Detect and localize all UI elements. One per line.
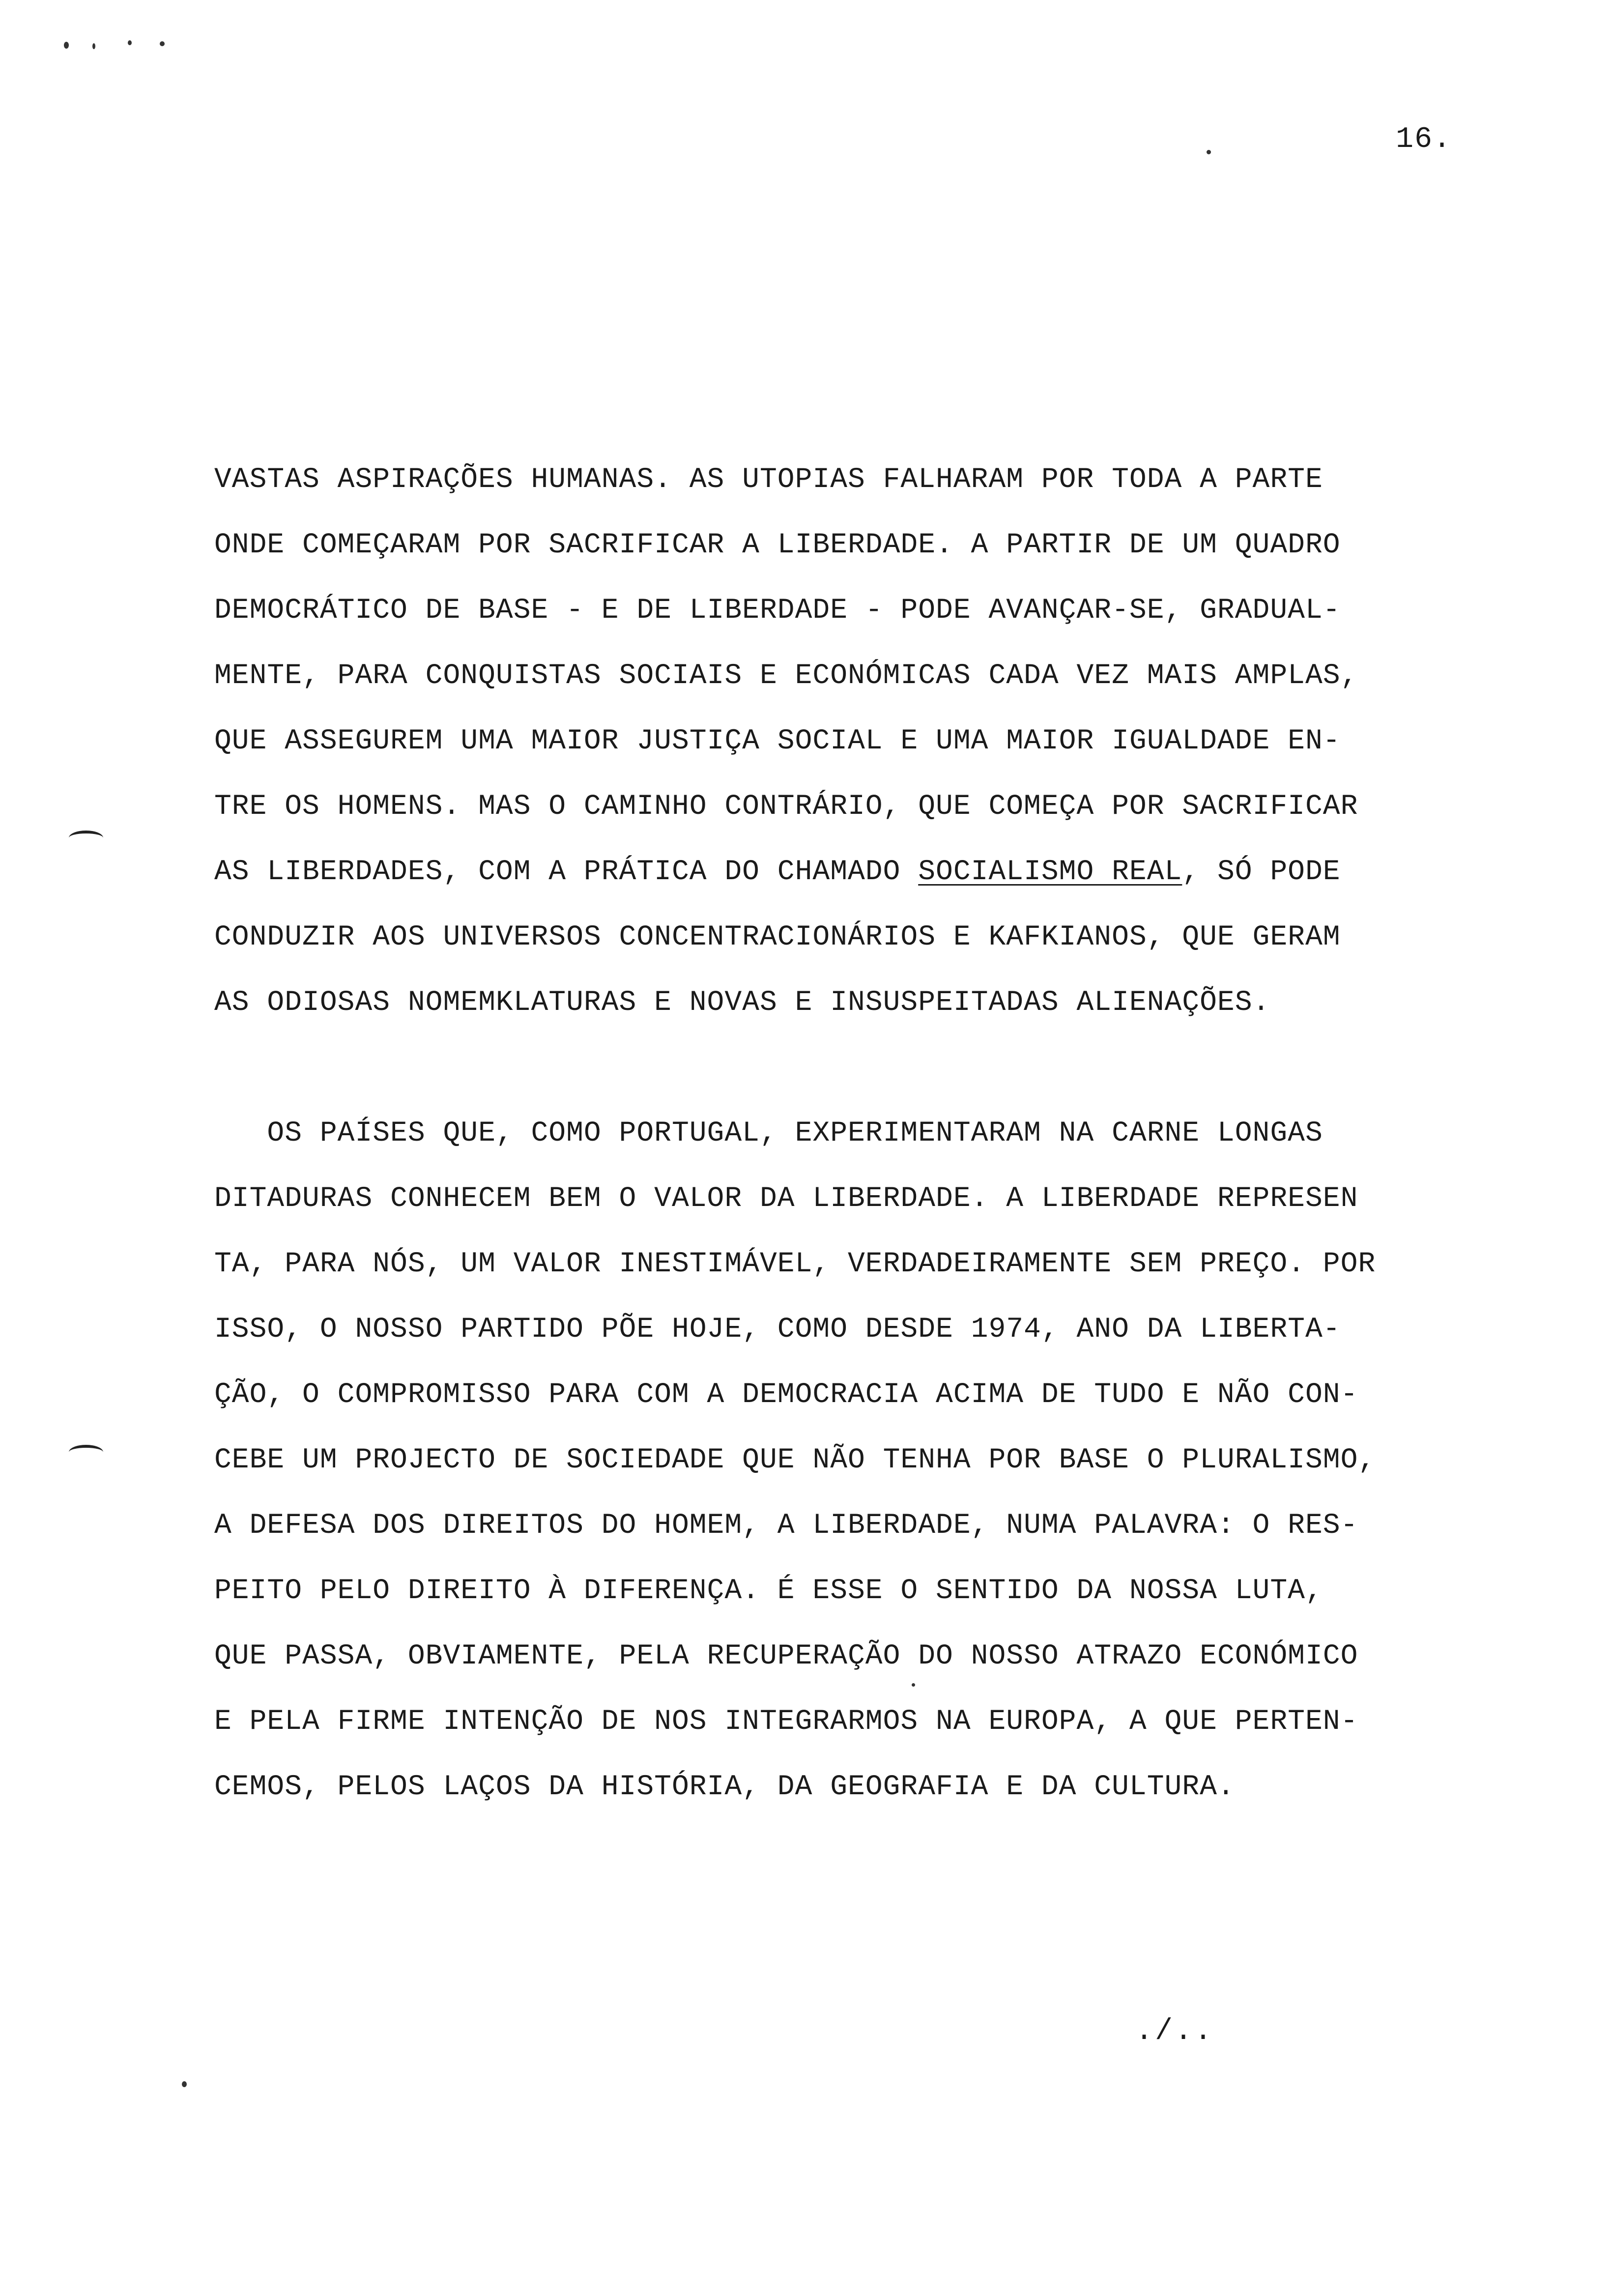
text-line: E PELA FIRME INTENÇÃO DE NOS INTEGRARMOS NA EUROPA, A QUE PERTEN-: [214, 1706, 1358, 1738]
margin-hole-mark: [69, 831, 103, 845]
underlined-phrase: SOCIALISMO REAL: [918, 856, 1182, 888]
margin-hole-mark: [69, 1445, 103, 1460]
text-line: DEMOCRÁTICO DE BASE - E DE LIBERDADE - PODE AVANÇAR-SE, GRADUAL-: [214, 595, 1341, 627]
text-line: QUE ASSEGUREM UMA MAIOR JUSTIÇA SOCIAL E UMA MAIOR IGUALDADE EN-: [214, 725, 1341, 757]
continuation-mark: ./..: [1135, 2015, 1214, 2048]
text-line: PEITO PELO DIREITO À DIFERENÇA. É ESSE O SENTIDO DA NOSSA LUTA,: [214, 1575, 1323, 1607]
text-line: DITADURAS CONHECEM BEM O VALOR DA LIBERDADE. A LIBERDADE REPRESEN: [214, 1183, 1358, 1215]
text-line: ONDE COMEÇARAM POR SACRIFICAR A LIBERDADE. A PARTIR DE UM QUADRO: [214, 529, 1341, 561]
scan-speck: [912, 1683, 915, 1687]
text-line: TRE OS HOMENS. MAS O CAMINHO CONTRÁRIO, QUE COMEÇA POR SACRIFICAR: [214, 791, 1358, 823]
scan-speck: [182, 2081, 187, 2087]
text-line: ISSO, O NOSSO PARTIDO PÕE HOJE, COMO DESDE 1974, ANO DA LIBERTA-: [214, 1314, 1341, 1346]
scan-speck: [1207, 150, 1211, 154]
scan-speck: [160, 41, 165, 46]
scan-speck: [64, 42, 69, 49]
text-line: ÇÃO, O COMPROMISSO PARA COM A DEMOCRACIA ACIMA DE TUDO E NÃO CON-: [214, 1379, 1358, 1411]
text-line: AS ODIOSAS NOMEMKLATURAS E NOVAS E INSUSPEITADAS ALIENAÇÕES.: [214, 987, 1270, 1019]
text-line-underlined: [214, 839, 1541, 905]
text-line: OS PAÍSES QUE, COMO PORTUGAL, EXPERIMENTARAM NA CARNE LONGAS: [214, 1118, 1323, 1149]
scan-speck: [92, 43, 95, 49]
text-segment: AS LIBERDADES, COM A PRÁTICA DO CHAMADO: [214, 856, 919, 888]
text-line: MENTE, PARA CONQUISTAS SOCIAIS E ECONÓMICAS CADA VEZ MAIS AMPLAS,: [214, 660, 1358, 692]
text-segment: , SÓ PODE: [1182, 856, 1341, 888]
scan-speck: [128, 40, 132, 45]
paragraph-2: [214, 1101, 1541, 1820]
text-line: CONDUZIR AOS UNIVERSOS CONCENTRACIONÁRIOS E KAFKIANOS, QUE GERAM: [214, 921, 1341, 953]
text-line: QUE PASSA, OBVIAMENTE, PELA RECUPERAÇÃO DO NOSSO ATRAZO ECONÓMICO: [214, 1640, 1358, 1672]
text-line: CEBE UM PROJECTO DE SOCIEDADE QUE NÃO TENHA POR BASE O PLURALISMO,: [214, 1444, 1376, 1476]
text-line: A DEFESA DOS DIREITOS DO HOMEM, A LIBERDADE, NUMA PALAVRA: O RES-: [214, 1510, 1358, 1542]
text-line: CEMOS, PELOS LAÇOS DA HISTÓRIA, DA GEOGRAFIA E DA CULTURA.: [214, 1771, 1235, 1803]
text-line: TA, PARA NÓS, UM VALOR INESTIMÁVEL, VERDADEIRAMENTE SEM PREÇO. POR: [214, 1248, 1376, 1280]
page-number: 16.: [1396, 123, 1452, 156]
text-line: VASTAS ASPIRAÇÕES HUMANAS. AS UTOPIAS FALHARAM POR TODA A PARTE: [214, 464, 1323, 496]
paragraph-1: [214, 447, 1541, 1035]
